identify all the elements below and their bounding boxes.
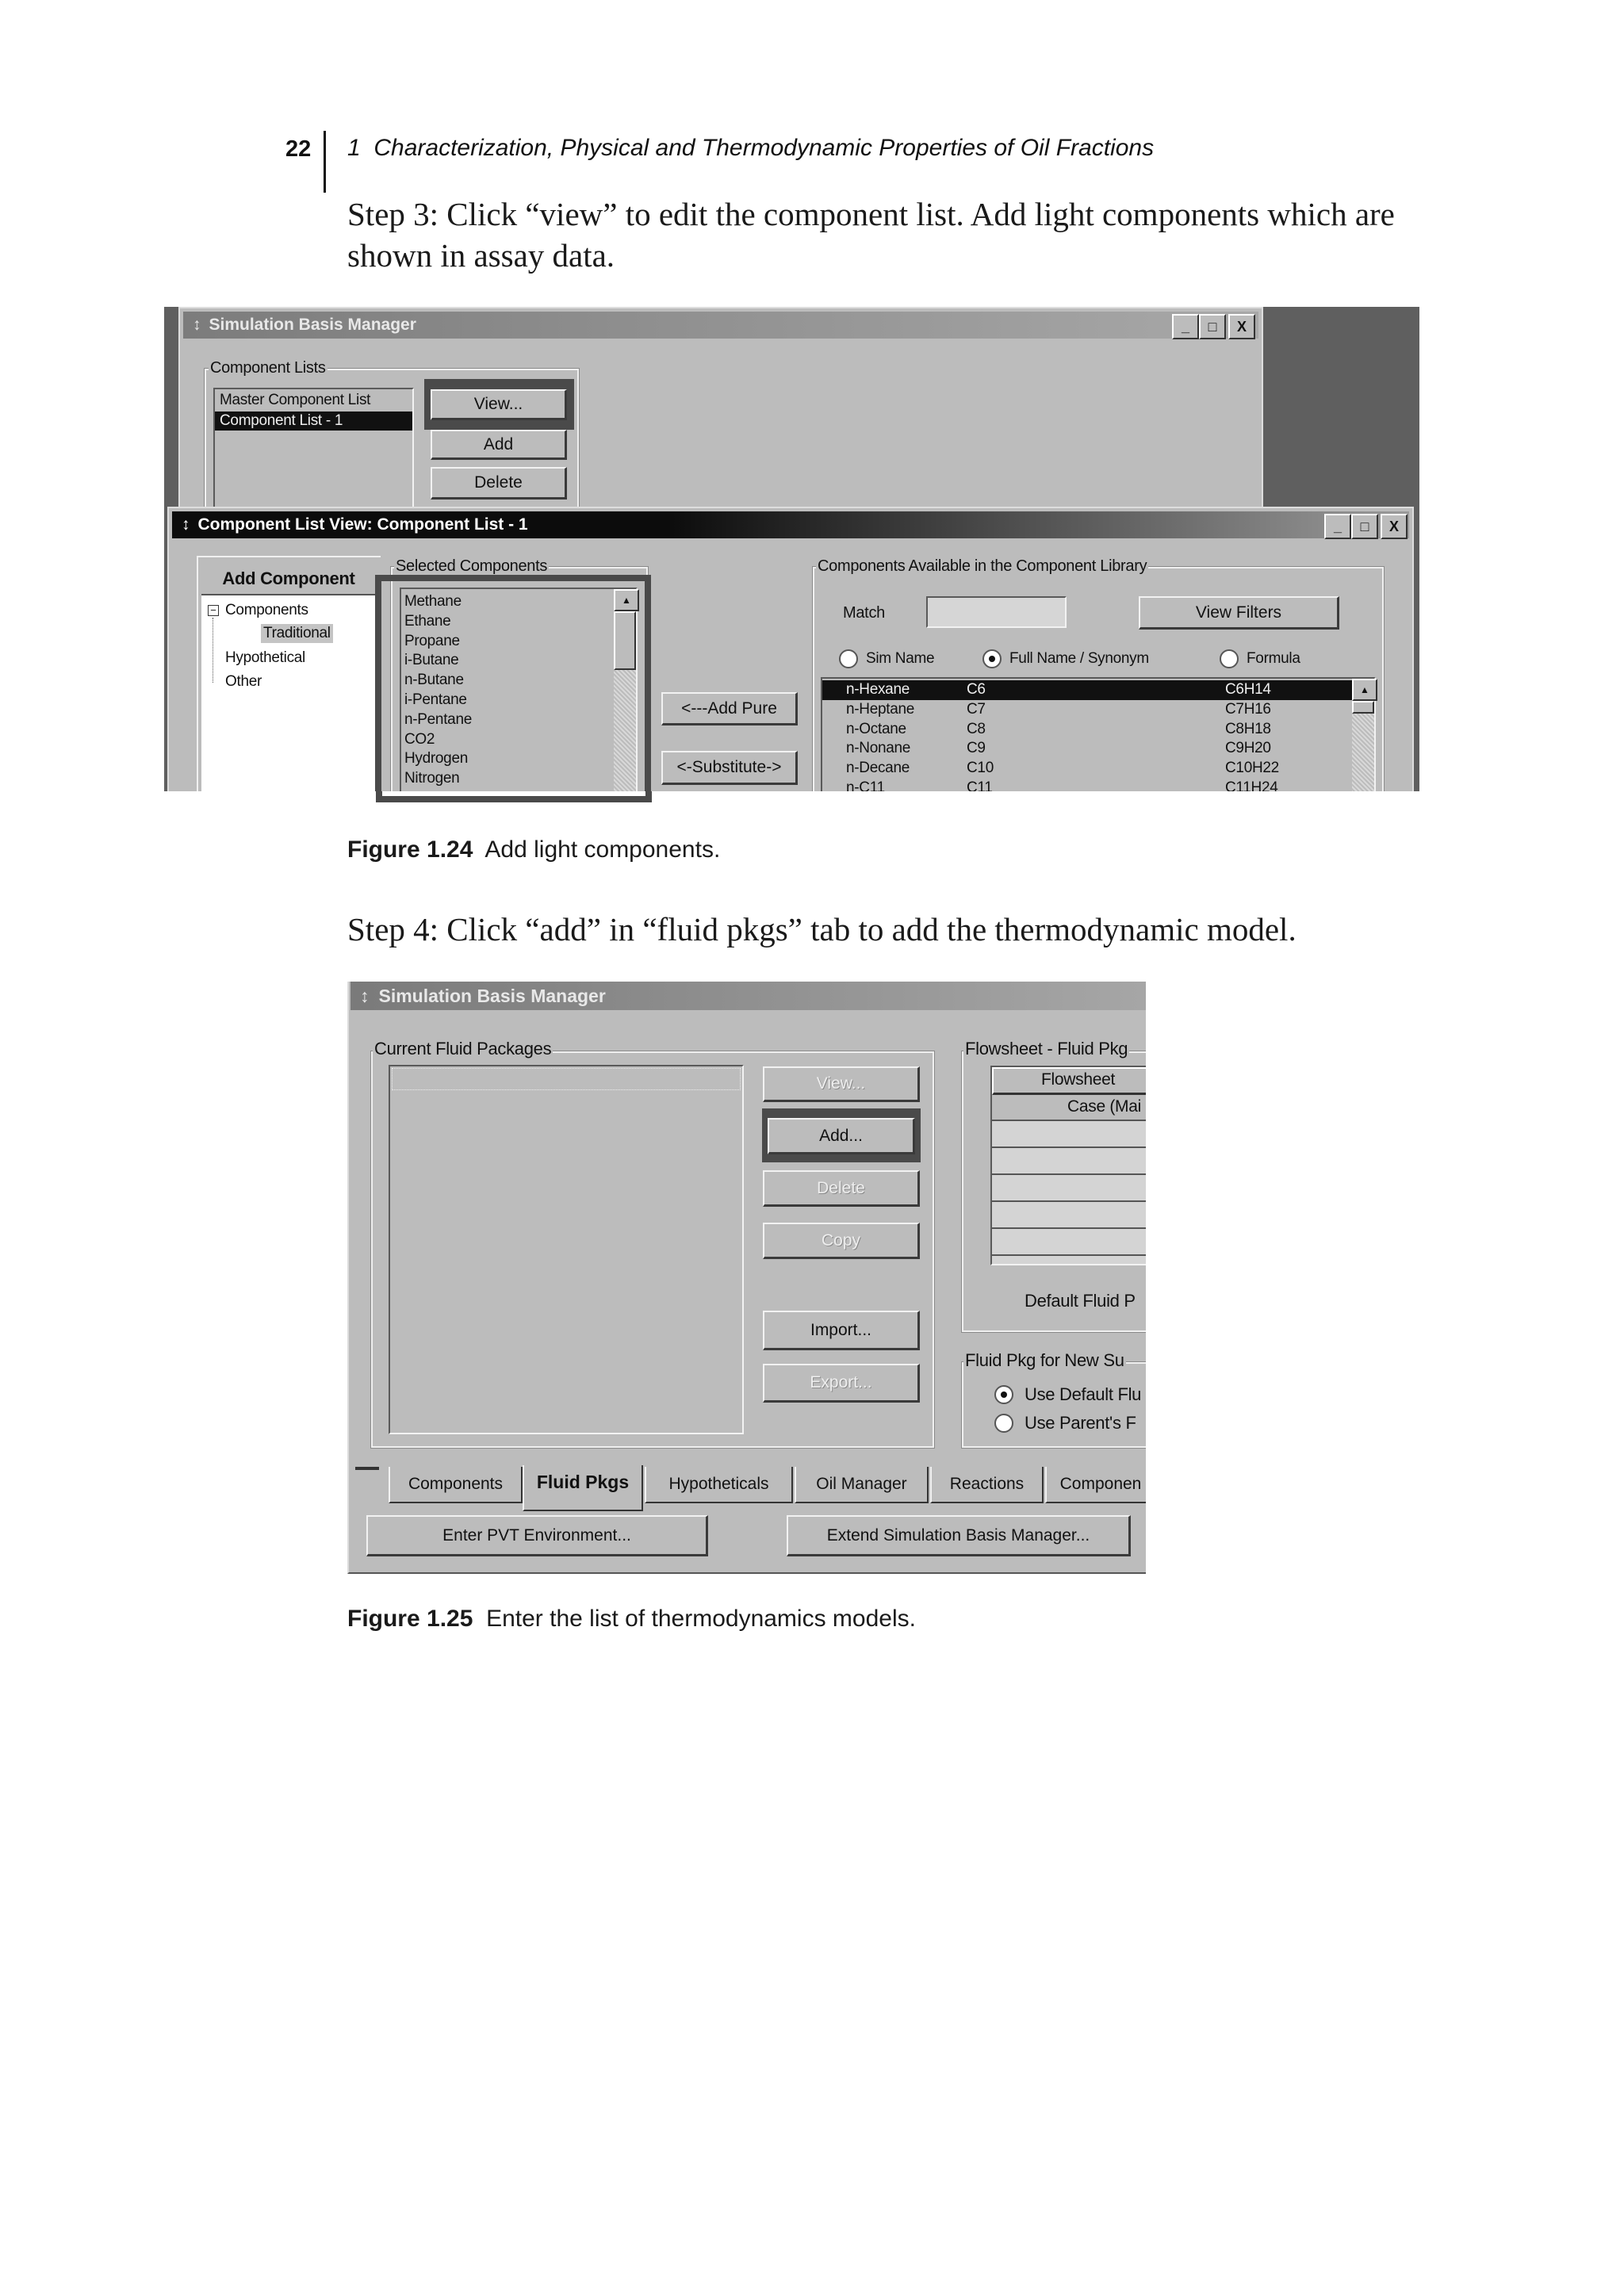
empty-row xyxy=(992,1229,1146,1256)
library-cell-formula: C7H16 xyxy=(1225,700,1271,718)
radio-label: Use Parent's F xyxy=(1025,1413,1136,1433)
tab-reactions[interactable]: Reactions xyxy=(930,1467,1044,1503)
component-lists-title: Component Lists xyxy=(210,359,326,377)
library-row[interactable] xyxy=(822,739,1352,759)
selected-components-listbox[interactable] xyxy=(400,588,638,791)
tree-item-traditional[interactable]: Traditional xyxy=(261,624,333,643)
substitute-button[interactable]: <-Substitute-> xyxy=(661,751,798,785)
header-rule xyxy=(324,131,326,193)
add-pure-button[interactable]: <---Add Pure xyxy=(661,692,798,725)
library-cell-formula: C8H18 xyxy=(1225,720,1271,737)
current-fluid-packages-title: Current Fluid Packages xyxy=(374,1039,552,1058)
add-button[interactable]: Add... xyxy=(768,1118,915,1154)
scrollbar[interactable] xyxy=(1352,679,1374,791)
view-filters-button[interactable]: View Filters xyxy=(1139,596,1339,630)
scrollbar[interactable] xyxy=(614,589,636,791)
clv-title: Component List View: Component List - 1 xyxy=(197,515,528,534)
page-number: 22 xyxy=(285,136,312,162)
add-button[interactable]: Add xyxy=(431,430,567,460)
figure-1-24 xyxy=(164,307,1419,791)
empty-row xyxy=(992,1148,1146,1175)
new-sub-radio[interactable] xyxy=(994,1413,1136,1434)
selected-highlight-box-overflow xyxy=(376,791,652,802)
radio-icon[interactable] xyxy=(994,1414,1013,1433)
empty-row xyxy=(992,1202,1146,1229)
selected-component-item[interactable]: CO2 xyxy=(404,730,435,748)
view-button[interactable]: View... xyxy=(431,389,567,420)
component-list-view-window xyxy=(167,507,1414,791)
library-cell-formula: C10H22 xyxy=(1225,760,1279,777)
library-cell-sim: C8 xyxy=(967,720,986,737)
import-button[interactable]: Import... xyxy=(763,1311,920,1350)
list-item[interactable]: Master Component List xyxy=(220,392,371,408)
default-fluid-pkg-label: Default Fluid P xyxy=(1025,1291,1136,1311)
library-cell-formula: C6H14 xyxy=(1225,681,1271,698)
focus-rect xyxy=(392,1068,741,1090)
fluid-pkg-new-sub-title: Fluid Pkg for New Su xyxy=(965,1350,1124,1370)
component-tree[interactable] xyxy=(201,594,381,791)
extend-sbm-button[interactable]: Extend Simulation Basis Manager... xyxy=(787,1515,1131,1556)
selected-component-item[interactable]: Methane xyxy=(404,593,462,610)
tree-item-hypothetical[interactable]: Hypothetical xyxy=(225,649,305,666)
radio-label: Use Default Flu xyxy=(1025,1384,1142,1404)
sbm2-title-bar[interactable] xyxy=(350,982,1146,1010)
library-cell-sim: C7 xyxy=(967,700,986,718)
export-button[interactable]: Export... xyxy=(763,1364,920,1403)
sbm-window-controls xyxy=(1172,314,1255,339)
add-component-panel xyxy=(197,556,381,791)
tab-oil-manager[interactable]: Oil Manager xyxy=(795,1467,929,1503)
library-cell-name: n-Decane xyxy=(846,760,910,777)
search-mode-radio[interactable] xyxy=(839,649,934,668)
sbm-title-bar[interactable] xyxy=(183,312,1258,339)
scroll-up-button[interactable]: ▲ xyxy=(1352,679,1377,701)
caption-text: Add light components. xyxy=(485,836,721,863)
caption-label: Figure 1.25 xyxy=(347,1606,473,1632)
caption-label: Figure 1.24 xyxy=(347,836,473,863)
add-component-header: Add Component xyxy=(222,568,355,588)
flowsheet-column-header[interactable]: Flowsheet xyxy=(992,1067,1146,1095)
sbm2-title: Simulation Basis Manager xyxy=(378,985,606,1006)
figure-1-25-sbm-window xyxy=(347,982,1146,1574)
maximize-button[interactable]: □ xyxy=(1351,514,1378,539)
library-cell-sim: C10 xyxy=(967,760,994,777)
sbm-title: Simulation Basis Manager xyxy=(209,316,416,334)
radio-label: Sim Name xyxy=(866,650,935,667)
empty-row xyxy=(992,1175,1146,1202)
library-cell-sim: C9 xyxy=(967,740,986,757)
close-button[interactable]: X xyxy=(1381,514,1408,539)
library-cell-sim: C11 xyxy=(967,779,993,791)
copy-button[interactable]: Copy xyxy=(763,1223,920,1259)
app-icon: ↕ xyxy=(360,985,370,1006)
selected-component-item[interactable]: n-Butane xyxy=(404,672,464,689)
new-sub-radio[interactable] xyxy=(994,1384,1141,1405)
radio-icon[interactable] xyxy=(1220,649,1239,668)
match-label: Match xyxy=(843,604,885,622)
radio-icon[interactable] xyxy=(839,649,858,668)
radio-icon[interactable] xyxy=(982,649,1002,668)
minimize-button[interactable]: _ xyxy=(1324,514,1351,539)
figure-1-25-caption xyxy=(347,1606,916,1633)
view-button[interactable]: View... xyxy=(763,1066,920,1102)
collapse-icon[interactable]: − xyxy=(208,605,219,616)
flowsheet-fluid-pkg-title: Flowsheet - Fluid Pkg xyxy=(965,1039,1128,1058)
selected-component-item[interactable]: i-Pentane xyxy=(404,691,467,708)
list-item-selected[interactable]: Component List - 1 xyxy=(215,412,412,431)
tab-fluid-pkgs[interactable]: Fluid Pkgs xyxy=(523,1465,643,1511)
delete-button[interactable]: Delete xyxy=(763,1170,920,1207)
minimize-button[interactable]: _ xyxy=(1172,314,1199,339)
scroll-up-button[interactable]: ▲ xyxy=(614,589,639,611)
library-row[interactable] xyxy=(822,779,1352,791)
component-library-title: Components Available in the Component Library xyxy=(818,557,1147,575)
tab-componen[interactable]: Componen xyxy=(1045,1467,1146,1503)
enter-pvt-button[interactable]: Enter PVT Environment... xyxy=(366,1515,708,1556)
selected-component-item[interactable]: n-Pentane xyxy=(404,710,472,728)
tree-item-components[interactable]: Components xyxy=(225,602,308,618)
library-cell-name: n-C11 xyxy=(846,779,885,791)
library-cell-name: n-Heptane xyxy=(846,700,915,718)
library-cell-name: n-Nonane xyxy=(846,740,911,757)
selected-component-item[interactable]: Propane xyxy=(404,632,460,649)
delete-button[interactable]: Delete xyxy=(431,467,567,500)
running-title: 1 Characterization, Physical and Thermodynamic Properties of Oil Fractions xyxy=(347,135,1155,161)
library-cell-name: n-Hexane xyxy=(846,681,910,698)
radio-label: Full Name / Synonym xyxy=(1009,650,1149,667)
tab-components[interactable]: Components xyxy=(389,1467,523,1503)
scroll-thumb[interactable] xyxy=(614,611,636,670)
search-mode-radio[interactable] xyxy=(982,649,1149,668)
tab-strip-line xyxy=(355,1467,379,1470)
component-library-rows xyxy=(822,679,1374,791)
app-icon: ↕ xyxy=(193,316,201,334)
fluid-packages-listbox[interactable] xyxy=(389,1065,744,1434)
library-row[interactable] xyxy=(822,759,1352,779)
tree-item-other[interactable]: Other xyxy=(225,673,262,690)
scroll-thumb[interactable] xyxy=(1352,701,1374,714)
tab-hypotheticals[interactable]: Hypotheticals xyxy=(645,1467,793,1503)
clv-window-controls xyxy=(1324,514,1408,539)
match-input[interactable] xyxy=(926,596,1067,628)
library-cell-sim: C6 xyxy=(967,681,986,698)
radio-label: Formula xyxy=(1247,650,1300,667)
selected-component-item[interactable]: i-Butane xyxy=(404,652,459,669)
step3-text: Step 3: Click “view” to edit the component list. Add light components which are shown in assay data. xyxy=(347,196,1395,274)
selected-components-title: Selected Components xyxy=(396,557,548,575)
library-row[interactable] xyxy=(822,720,1352,740)
selected-components-items xyxy=(401,589,636,789)
library-row[interactable] xyxy=(822,700,1352,720)
sbm-window xyxy=(178,307,1263,513)
figure-1-24-caption xyxy=(347,836,720,863)
close-button[interactable]: X xyxy=(1228,314,1255,339)
flowsheet-row[interactable]: Case (Mai xyxy=(992,1095,1146,1121)
selected-component-item[interactable]: Nitrogen xyxy=(404,770,460,787)
flowsheet-table[interactable] xyxy=(990,1066,1146,1265)
selected-component-item[interactable]: Ethane xyxy=(404,612,451,630)
clv-title-bar[interactable] xyxy=(172,511,1409,538)
maximize-button[interactable]: □ xyxy=(1199,314,1226,339)
library-cell-formula: C9H20 xyxy=(1225,740,1271,757)
library-cell-name: n-Octane xyxy=(846,720,906,737)
caption-text: Enter the list of thermodynamics models. xyxy=(486,1606,916,1632)
component-library-list[interactable] xyxy=(821,677,1376,791)
radio-icon[interactable] xyxy=(994,1385,1013,1404)
selected-component-item[interactable]: Hydrogen xyxy=(404,750,468,768)
app-icon: ↕ xyxy=(182,515,190,534)
library-cell-formula: C11H24 xyxy=(1225,779,1278,791)
step4-text: Step 4: Click “add” in “fluid pkgs” tab to add the thermodynamic model. xyxy=(347,911,1297,947)
library-row-selected[interactable] xyxy=(822,680,1352,700)
empty-row xyxy=(992,1121,1146,1148)
fluid-pkg-new-sub-group xyxy=(962,1362,1146,1448)
search-mode-radio[interactable] xyxy=(1220,649,1300,668)
